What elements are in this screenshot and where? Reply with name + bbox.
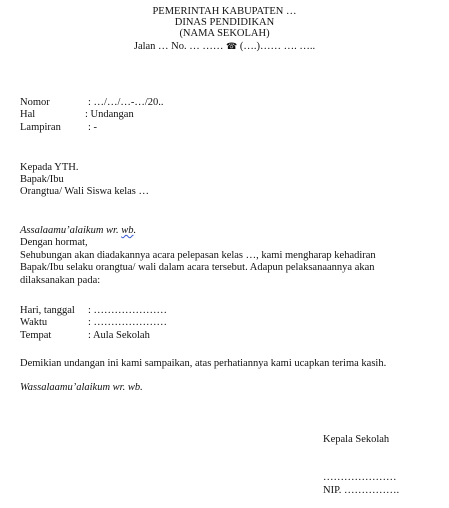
greeting: Dengan hormat,: [20, 237, 88, 248]
salam-dot: .: [133, 225, 137, 236]
event-date-label: Hari, tanggal: [20, 305, 75, 316]
letterhead-address: [0, 41, 449, 54]
event-date-value: : …………………: [88, 305, 168, 316]
signature-title: Kepala Sekolah: [323, 434, 390, 445]
hal-label: Hal: [20, 109, 36, 120]
letterhead-line-3: (NAMA SEKOLAH): [179, 28, 270, 39]
nomor-value: : …/…/…-…/20..: [88, 97, 164, 108]
event-place-label: Tempat: [20, 330, 52, 341]
lampiran-label: Lampiran: [20, 122, 61, 133]
telephone-icon: ☎: [226, 42, 238, 52]
signature-name-line: …………………: [323, 472, 397, 483]
paragraph-line-3: dilaksanakan pada:: [20, 275, 101, 286]
event-place-value: : Aula Sekolah: [88, 330, 150, 341]
paragraph-line-1: Sehubungan akan diadakannya acara pelepasan kelas …, kami mengharap kehadiran: [20, 250, 376, 261]
hal-value: : Undangan: [85, 109, 134, 120]
recipient-line-3: Orangtua/ Wali Siswa kelas …: [20, 186, 150, 197]
lampiran-value: : -: [88, 122, 98, 133]
event-time-value: : …………………: [88, 317, 168, 328]
signature-nip: NIP. …………….: [323, 485, 400, 496]
recipient-line-2: Bapak/Ibu: [20, 174, 64, 185]
letterhead-line-1: PEMERINTAH KABUPATEN …: [152, 6, 297, 17]
opening-salam: [20, 225, 136, 237]
recipient-line-1: Kepada YTH.: [20, 162, 79, 173]
salam-text: Assalaamu’alaikum wr.: [20, 225, 122, 236]
closing-salam: Wassalaamu’alaikum wr. wb.: [20, 382, 143, 393]
address-prefix: Jalan … No. … ……: [133, 41, 227, 52]
paragraph-line-2: Bapak/Ibu selaku orangtua/ wali dalam acara tersebut. Adapun pelaksanaannya akan: [20, 262, 375, 273]
nomor-label: Nomor: [20, 97, 50, 108]
letterhead-line-2: DINAS PENDIDIKAN: [174, 17, 275, 28]
event-time-label: Waktu: [20, 317, 48, 328]
closing-text: Demikian undangan ini kami sampaikan, atas perhatiannya kami ucapkan terima kasih.: [20, 358, 387, 369]
address-suffix: (….)…… …. …..: [237, 41, 316, 52]
salam-wb: wb: [121, 225, 134, 236]
